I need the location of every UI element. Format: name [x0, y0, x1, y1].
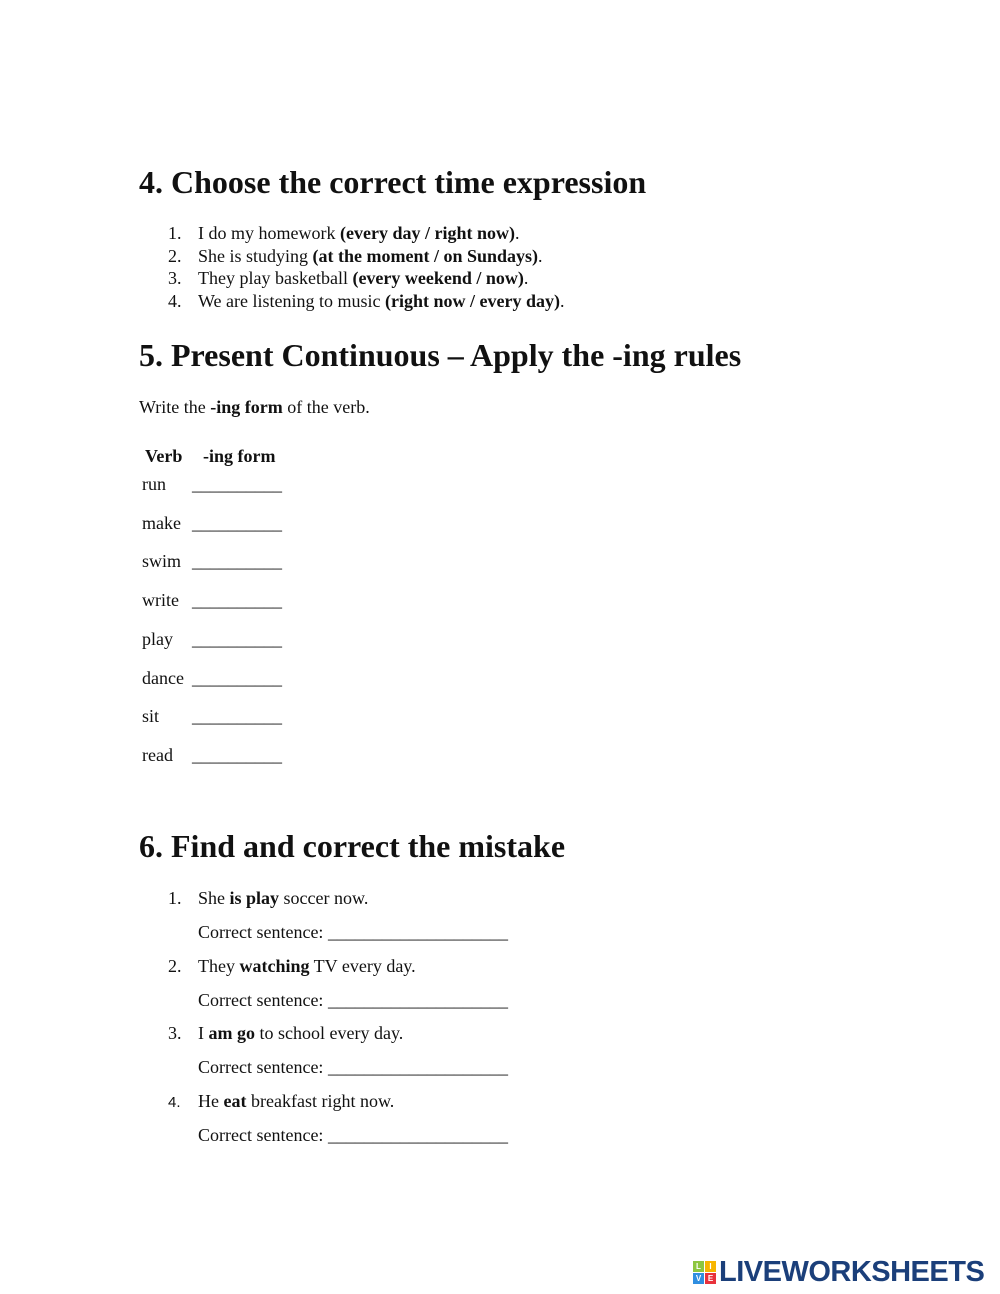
- correct-sentence-label: Correct sentence:: [198, 1057, 328, 1077]
- item-number: 4.: [168, 291, 182, 311]
- sentence-text: She is studying: [198, 246, 313, 266]
- logo-letter: I: [705, 1261, 716, 1272]
- item-number: 2.: [168, 246, 182, 266]
- correct-sentence-blank[interactable]: ____________________: [327, 1125, 508, 1145]
- verb-label: dance: [142, 668, 184, 688]
- verb-label: sit: [142, 706, 160, 726]
- sentence-bold: (right now / every day): [385, 291, 560, 311]
- sentence-text: breakfast right now.: [246, 1091, 395, 1111]
- verb-label: read: [142, 745, 173, 765]
- correct-sentence-row: [198, 1056, 508, 1078]
- verb-label: write: [142, 590, 179, 610]
- sentence-bold: (every day / right now): [339, 223, 515, 243]
- sentence-bold: (every weekend / now): [352, 268, 524, 288]
- sentence-text: .: [523, 268, 529, 288]
- logo-cube-icon: [693, 1261, 716, 1284]
- ing-column-header: -ing form: [203, 446, 276, 466]
- sentence: [198, 955, 416, 977]
- sentence-bold: am go: [208, 1023, 255, 1043]
- sentence: [198, 267, 528, 289]
- item-number: 3.: [168, 268, 182, 288]
- logo-letter: V: [693, 1273, 704, 1284]
- sentence-text: .: [560, 291, 565, 311]
- sentence-text: .: [538, 246, 543, 266]
- verb-label: run: [142, 474, 166, 494]
- verb-label: make: [142, 513, 181, 533]
- ing-answer-blank[interactable]: __________: [192, 745, 282, 765]
- sentence: [198, 245, 543, 267]
- sentence: [198, 1090, 394, 1112]
- sentence: [198, 222, 519, 244]
- item-number: 1.: [168, 223, 182, 243]
- sentence-bold: watching: [239, 956, 310, 976]
- instruction-bold: -ing form: [210, 397, 283, 417]
- correct-sentence-row: [198, 1124, 508, 1146]
- sentence-text: I do my homework: [198, 223, 340, 243]
- ing-answer-blank[interactable]: __________: [192, 706, 282, 726]
- ing-answer-blank[interactable]: __________: [192, 590, 282, 610]
- ing-answer-blank[interactable]: __________: [192, 629, 282, 649]
- verb-column-header: Verb: [145, 446, 183, 466]
- instruction-text: of the verb.: [282, 397, 370, 417]
- ing-answer-blank[interactable]: __________: [192, 551, 282, 571]
- item-number: 3.: [168, 1023, 182, 1043]
- item-number: 2.: [168, 956, 182, 976]
- correct-sentence-row: [198, 921, 508, 943]
- correct-sentence-blank[interactable]: ____________________: [327, 922, 508, 942]
- verb-label: play: [142, 629, 173, 649]
- logo-letter: E: [705, 1273, 716, 1284]
- ing-answer-blank[interactable]: __________: [192, 474, 282, 494]
- sentence-bold: eat: [223, 1091, 247, 1111]
- sentence-text: We are listening to music: [198, 291, 386, 311]
- item-number: 4.: [168, 1094, 181, 1111]
- sentence-bold: is play: [229, 888, 280, 908]
- sentence-text: soccer now.: [279, 888, 369, 908]
- ing-answer-blank[interactable]: __________: [192, 513, 282, 533]
- correct-sentence-label: Correct sentence:: [198, 1125, 328, 1145]
- logo-letter: L: [693, 1261, 704, 1272]
- sentence: [198, 887, 368, 909]
- sentence-text: He: [198, 1091, 224, 1111]
- sentence-text: They play basketball: [198, 268, 353, 288]
- sentence-text: They: [198, 956, 240, 976]
- correct-sentence-label: Correct sentence:: [198, 922, 328, 942]
- correct-sentence-blank[interactable]: ____________________: [327, 990, 508, 1010]
- sentence: [198, 1022, 403, 1044]
- ing-answer-blank[interactable]: __________: [192, 668, 282, 688]
- sentence-text: to school every day.: [255, 1023, 404, 1043]
- sentence-text: She: [198, 888, 230, 908]
- sentence-bold: (at the moment / on Sundays): [312, 246, 539, 266]
- sentence-text: I: [198, 1023, 209, 1043]
- correct-sentence-label: Correct sentence:: [198, 990, 328, 1010]
- section-6-title: 6. Find and correct the mistake: [139, 828, 566, 864]
- liveworksheets-logo: [693, 1256, 984, 1289]
- section-5-title: 5. Present Continuous – Apply the -ing rules: [139, 337, 742, 373]
- sentence-text: TV every day.: [309, 956, 416, 976]
- verb-label: swim: [142, 551, 182, 571]
- correct-sentence-row: [198, 989, 508, 1011]
- item-number: 1.: [168, 888, 182, 908]
- sentence: [198, 290, 565, 312]
- instruction-text: Write the: [139, 397, 211, 417]
- sentence-text: .: [514, 223, 520, 243]
- logo-text: LIVEWORKSHEETS: [719, 1256, 985, 1288]
- correct-sentence-blank[interactable]: ____________________: [327, 1057, 508, 1077]
- section-4-title: 4. Choose the correct time expression: [139, 164, 647, 200]
- section-5-instruction: [139, 396, 370, 418]
